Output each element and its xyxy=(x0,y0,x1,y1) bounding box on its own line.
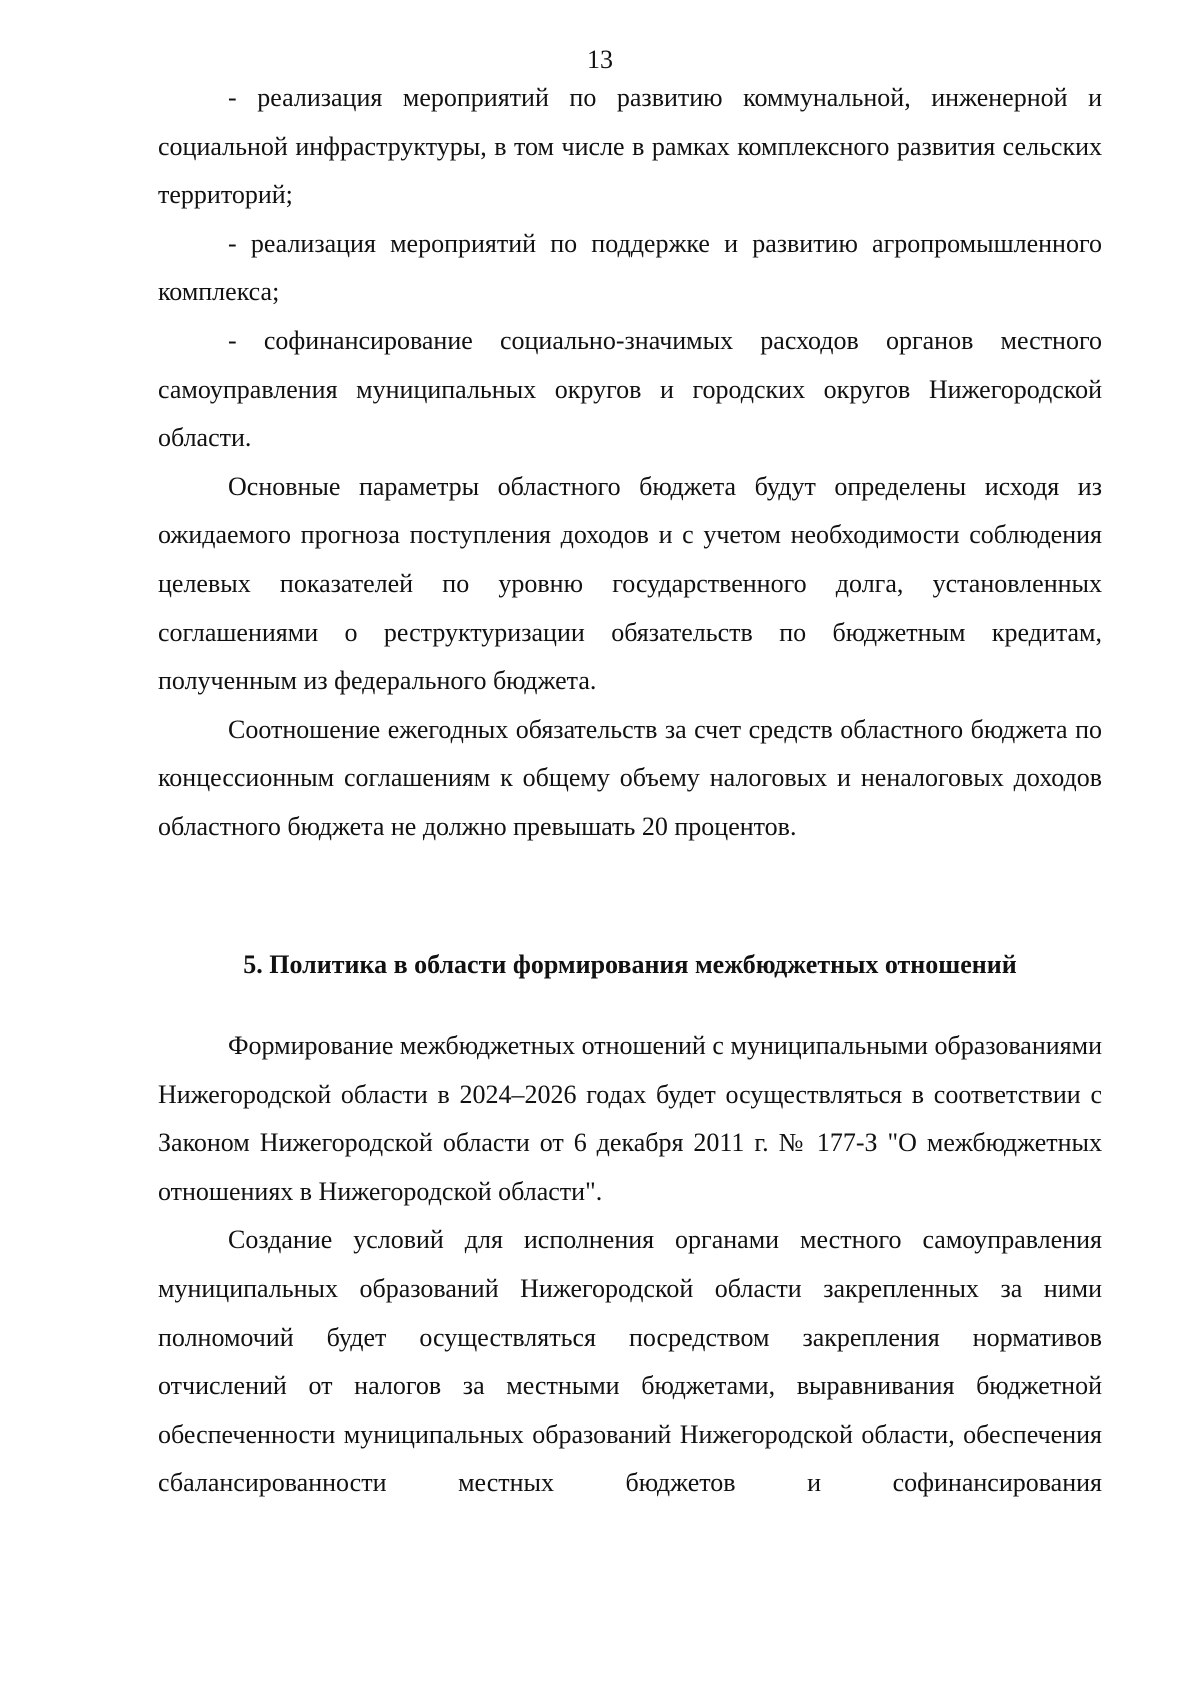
section-budget-measures xyxy=(158,74,1102,852)
paragraph-cofinancing: - софинансирование социально-значимых расходов органов местного самоуправления муниципальных округов и городских округов Нижегородской области. xyxy=(158,325,1102,453)
section-heading: 5. Политика в области формирования межбюджетных отношений xyxy=(243,950,1017,979)
section-interbudget-relations xyxy=(158,1022,1102,1508)
paragraph-infrastructure: - реализация мероприятий по развитию коммунальной, инженерной и социальной инфраструктуры, в том числе в рамках комплексного развития сельских территорий; xyxy=(158,83,1102,210)
paragraph-interbudget-law: Формирование межбюджетных отношений с муниципальными образованиями Нижегородской области в 2024–2026 годах будет осуществляться в соответствии с Законом Нижегородской области от 6 декабря 2011 г. № 177-З "О межбюджетных отношениях в Нижегородской области". xyxy=(158,1031,1102,1206)
page-number: 13 xyxy=(587,45,613,74)
paragraph-budget-parameters: Основные параметры областного бюджета будут определены исходя из ожидаемого прогноза поступления доходов и с учетом необходимости соблюдения целевых показателей по уровню государственного долга, установленных соглашениями о реструктуризации обязательств по бюджетным кредитам, полученным из федерального бюджета. xyxy=(158,471,1102,696)
paragraph-concession-ratio: Соотношение ежегодных обязательств за счет средств областного бюджета по концессионным соглашениям к общему объему налоговых и неналоговых доходов областного бюджета не должно превышать 20 процентов. xyxy=(158,714,1102,841)
paragraph-local-powers: Создание условий для исполнения органами местного самоуправления муниципальных образований Нижегородской области закрепленных за ними полномочий будет осуществляться посредством закрепления нормативов отчислений от налогов за местными бюджетами, выравнивания бюджетной обеспеченности муниципальных образований Нижегородской области, обеспечения сбалансированности местных бюджетов и софинансирования xyxy=(158,1225,1102,1498)
paragraph-agro-support: - реализация мероприятий по поддержке и развитию агропромышленного комплекса; xyxy=(158,228,1102,307)
